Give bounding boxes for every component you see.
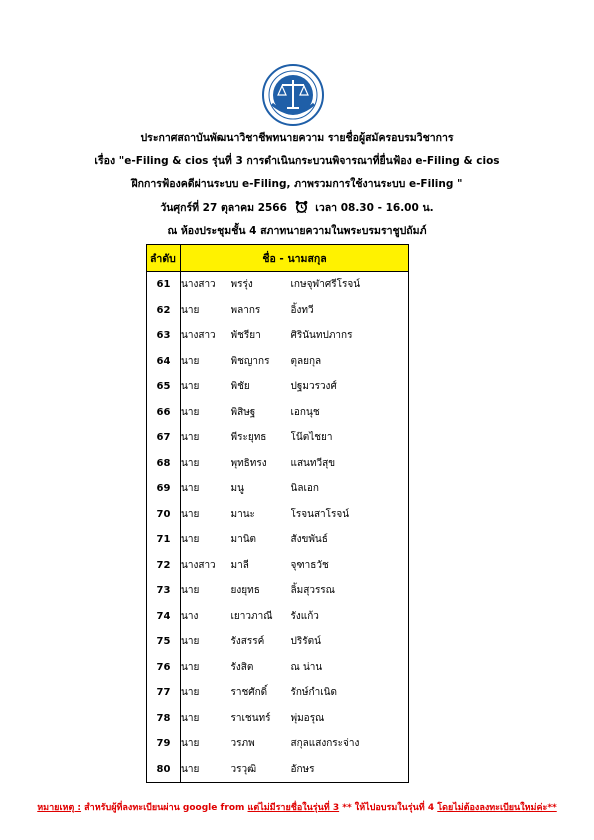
row-title: นาย	[181, 355, 200, 367]
row-title: นาย	[181, 661, 200, 673]
row-title: นาย	[181, 738, 200, 750]
row-last-name: นิลเอก	[291, 476, 409, 502]
row-number: 77	[147, 680, 181, 706]
footnote-label: หมายเหตุ :	[37, 803, 82, 813]
row-first-name: วรวุฒิ	[231, 757, 291, 783]
announcement-subject-cont: ฝึกการฟ้องคดีผ่านระบบ e-Filing, ภาพรวมการใช้งานระบบ e-Filing "	[131, 178, 463, 190]
row-number: 79	[147, 731, 181, 757]
row-title: นาย	[181, 432, 200, 444]
row-first-name: ราชศักดิ์	[230, 687, 268, 699]
row-number: 78	[147, 706, 181, 732]
table-row	[147, 757, 409, 783]
table-row	[147, 578, 409, 604]
row-title: นาง	[181, 610, 199, 622]
alarm-clock-icon	[295, 200, 308, 213]
table-row	[147, 553, 409, 579]
footnote-text-3: ** ให้ไปอบรมในรุ่นที่ 4	[342, 803, 435, 813]
row-title: นางสาว	[181, 330, 216, 342]
table-row	[147, 272, 409, 298]
row-first-name: มาลี	[230, 559, 249, 571]
table-row	[147, 527, 409, 553]
table-row	[147, 400, 409, 426]
footnote-text-4: โดยไม่ต้องลงทะเบียนใหม่ค่ะ**	[437, 803, 557, 813]
table-body	[147, 272, 409, 783]
row-last-name: พุ่มอรุณ	[291, 706, 409, 732]
row-last-name: รังแก้ว	[291, 604, 409, 630]
row-last-name: อิ้งทวี	[291, 298, 409, 324]
row-last-name: ปฐมวรวงศ์	[291, 374, 409, 400]
row-title: นาย	[181, 757, 231, 783]
announcement-subject: เรื่อง "e-Filing & cios รุ่นที่ 3 การดำเนินกระบวนพิจารณาที่ยื่นฟ้อง e-Filing & cios	[94, 155, 500, 167]
row-number: 73	[147, 578, 181, 604]
row-first-name: มานิต	[230, 534, 257, 546]
event-time: เวลา 08.30 - 16.00 น.	[315, 202, 434, 214]
column-header-number: ลำดับ	[147, 245, 181, 272]
row-number: 74	[147, 604, 181, 630]
row-number: 68	[147, 451, 181, 477]
row-title: นางสาว	[181, 279, 216, 291]
row-number: 64	[147, 349, 181, 375]
row-first-name: พัชรียา	[230, 330, 261, 342]
row-first-name: ยงยุทธ	[230, 585, 260, 597]
row-number: 72	[147, 553, 181, 579]
table-row	[147, 629, 409, 655]
table-row	[147, 731, 409, 757]
row-title: นาย	[181, 457, 200, 469]
event-date: วันศุกร์ที่ 27 ตุลาคม 2566	[160, 202, 287, 214]
announcement-title: ประกาศสถาบันพัฒนาวิชาชีพทนายความ รายชื่อผู้สมัครอบรมวิชาการ	[140, 132, 454, 144]
row-title: นาย	[181, 304, 200, 316]
row-number: 62	[147, 298, 181, 324]
row-title: นางสาว	[181, 559, 216, 571]
row-last-name: โรจนสาโรจน์	[291, 502, 409, 528]
row-title: นาย	[181, 381, 200, 393]
row-last-name: เอกนุช	[291, 400, 409, 426]
row-number: 75	[147, 629, 181, 655]
row-first-name: พุทธิทรง	[230, 457, 267, 469]
row-last-name: สกุลแสงกระจ่าง	[291, 731, 409, 757]
row-number: 61	[147, 272, 181, 298]
footnote-text-2: แต่ไม่มีรายชื่อในรุ่นที่ 3	[247, 803, 340, 813]
institute-logo	[262, 64, 324, 126]
row-number: 71	[147, 527, 181, 553]
row-first-name: พรรุ่ง	[230, 279, 253, 291]
table-row	[147, 349, 409, 375]
row-number: 63	[147, 323, 181, 349]
row-title: นาย	[181, 636, 200, 648]
table-row	[147, 706, 409, 732]
row-first-name: พลากร	[230, 304, 261, 316]
table-row	[147, 476, 409, 502]
row-number: 80	[147, 757, 181, 783]
row-last-name: ตุลยกุล	[291, 349, 409, 375]
row-first-name: เยาวภาณี	[230, 610, 273, 622]
row-title: นาย	[181, 687, 200, 699]
row-title: นาย	[181, 406, 200, 418]
row-number: 66	[147, 400, 181, 426]
row-number: 67	[147, 425, 181, 451]
table-row	[147, 374, 409, 400]
table-row	[147, 655, 409, 681]
column-header-name: ชื่อ - นามสกุล	[181, 245, 409, 272]
table-row	[147, 425, 409, 451]
row-title: นาย	[181, 508, 200, 520]
row-last-name: จุฑาธวัช	[291, 553, 409, 579]
row-title: นาย	[181, 585, 200, 597]
row-last-name: ศิรินันทปภากร	[291, 323, 409, 349]
row-last-name: อักษร	[291, 757, 409, 783]
event-venue: ณ ห้องประชุมชั้น 4 สภาทนายความในพระบรมราชูปถัมภ์	[167, 225, 427, 237]
row-last-name: ปริรัตน์	[291, 629, 409, 655]
row-number: 65	[147, 374, 181, 400]
row-first-name: มนู	[230, 483, 244, 495]
row-last-name: รักษ์กำเนิด	[291, 680, 409, 706]
footnote	[0, 800, 594, 814]
footnote-text-1: สำหรับผู้ที่ลงทะเบียนผ่าน google from	[84, 803, 245, 813]
row-first-name: รังสรรค์	[230, 636, 265, 648]
table-row	[147, 323, 409, 349]
participant-table	[146, 244, 409, 783]
row-last-name: เกษจุฬาศรีโรจน์	[291, 272, 409, 298]
row-first-name: พิชัย	[230, 381, 250, 393]
row-last-name: โน๊ตไชยา	[291, 425, 409, 451]
row-first-name: วรภพ	[230, 738, 255, 750]
table-row	[147, 680, 409, 706]
row-last-name: ลิ้มสุวรรณ	[291, 578, 409, 604]
row-last-name: แสนทวีสุข	[291, 451, 409, 477]
table-row	[147, 298, 409, 324]
row-first-name: พิสิษฐ	[230, 406, 256, 418]
table-row	[147, 502, 409, 528]
row-title: นาย	[181, 712, 200, 724]
event-datetime	[0, 200, 594, 215]
row-first-name: ราเชนทร์	[230, 712, 271, 724]
row-title: นาย	[181, 483, 200, 495]
table-header-row	[147, 245, 409, 272]
row-first-name: มานะ	[230, 508, 255, 520]
row-number: 69	[147, 476, 181, 502]
row-number: 70	[147, 502, 181, 528]
table-row	[147, 451, 409, 477]
row-first-name: พีระยุทธ	[230, 432, 267, 444]
row-first-name: พิชญากร	[230, 355, 270, 367]
row-first-name: รังสิต	[230, 661, 254, 673]
table-row	[147, 604, 409, 630]
row-number: 76	[147, 655, 181, 681]
row-last-name: สังขพันธ์	[291, 527, 409, 553]
row-title: นาย	[181, 534, 200, 546]
row-last-name: ณ น่าน	[291, 655, 409, 681]
